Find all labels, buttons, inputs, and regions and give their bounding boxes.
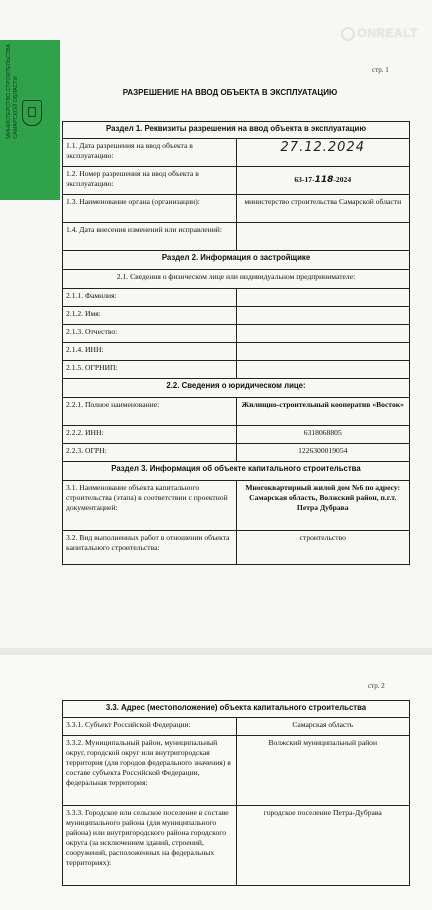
work-type: строительство	[236, 531, 410, 565]
page-number: стр. 1	[372, 66, 389, 74]
object-name: Многоквартирный жилой дом №6 по адресу: Самарская область, Волжский район, п.г.т. Петра Дубрава	[236, 481, 410, 531]
subsection-2-2: 2.2. Сведения о юридическом лице:	[63, 379, 410, 398]
watermark: ONREALT	[341, 26, 418, 41]
organization-name: Жилищно-строительный кооператив «Восток»	[236, 398, 410, 426]
document-title: РАЗРЕШЕНИЕ НА ВВОД ОБЪЕКТА В ЭКСПЛУАТАЦИЮ	[122, 88, 338, 97]
page-number: стр. 2	[368, 682, 385, 690]
row-label: 2.2.3. ОГРН:	[63, 444, 237, 462]
row-value	[236, 289, 410, 307]
permit-number: 63-17-118-2024	[236, 167, 410, 195]
row-label: 1.1. Дата разрешения на ввод объекта в эксплуатацию:	[63, 139, 237, 167]
row-value	[236, 343, 410, 361]
row-label: 3.3.2. Муниципальный район, муниципальный округ, городской округ или внутригородская территория (для городов федерального значения) в составе субъекта Российской Федерации, федеральная территория:	[63, 736, 237, 806]
row-label: 3.3.3. Городское или сельское поселение в составе муниципального района (для муниципального района) или внутригородского района городского округа (за исключением зданий, строений, сооружений, расположенных на федеральных территориях):	[63, 806, 237, 886]
row-value	[236, 361, 410, 379]
row-label: 1.3. Наименование органа (организации):	[63, 195, 237, 223]
district-value: Волжский муниципальный район	[236, 736, 410, 806]
section-2-heading: Раздел 2. Информация о застройщике	[63, 251, 410, 270]
section-3-heading: Раздел 3. Информация об объекте капитального строительства	[63, 462, 410, 481]
row-label: 1.4. Дата внесения изменений или исправлений:	[63, 223, 237, 251]
watermark-logo-icon	[341, 27, 355, 41]
region-value: Самарская область	[236, 718, 410, 736]
stamp-text: МИНИСТЕРСТВО СТРОИТЕЛЬСТВА САМАРСКОЙ ОБЛАСТИ	[6, 44, 19, 139]
subsection-2-1: 2.1. Сведения о физическом лице или индивидуальном предпринимателе:	[63, 270, 410, 289]
change-date	[236, 223, 410, 251]
row-label: 2.1.5. ОГРНИП:	[63, 361, 237, 379]
inn-value: 6318068805	[236, 426, 410, 444]
row-label: 2.1.4. ИНН:	[63, 343, 237, 361]
ogrn-value: 1226300019054	[236, 444, 410, 462]
row-value	[236, 307, 410, 325]
row-label: 2.1.2. Имя:	[63, 307, 237, 325]
settlement-value: городское поселение Петра-Дубрава	[236, 806, 410, 886]
row-label: 2.1.3. Отчество:	[63, 325, 237, 343]
address-table	[62, 700, 410, 886]
section-1-heading: Раздел 1. Реквизиты разрешения на ввод объекта в эксплуатацию	[63, 122, 410, 139]
row-label: 2.2.2. ИНН:	[63, 426, 237, 444]
row-label: 3.3.1. Субъект Российской Федерации:	[63, 718, 237, 736]
row-label: 2.2.1. Полное наименование:	[63, 398, 237, 426]
permit-table	[62, 121, 410, 565]
authority-name: министерство строительства Самарской области	[236, 195, 410, 223]
coat-of-arms-icon	[22, 100, 42, 126]
row-label: 2.1.1. Фамилия:	[63, 289, 237, 307]
row-label: 1.2. Номер разрешения на ввод объекта в эксплуатацию:	[63, 167, 237, 195]
permit-date: 27.12.2024	[280, 140, 365, 155]
row-label: 3.1. Наименование объекта капитального строительства (этапа) в соответствии с проектной документацией:	[63, 481, 237, 531]
section-3-3-heading: 3.3. Адрес (местоположение) объекта капитального строительства	[63, 701, 410, 718]
row-label: 3.2. Вид выполненных работ в отношении объекта капитального строительства:	[63, 531, 237, 565]
row-value	[236, 325, 410, 343]
